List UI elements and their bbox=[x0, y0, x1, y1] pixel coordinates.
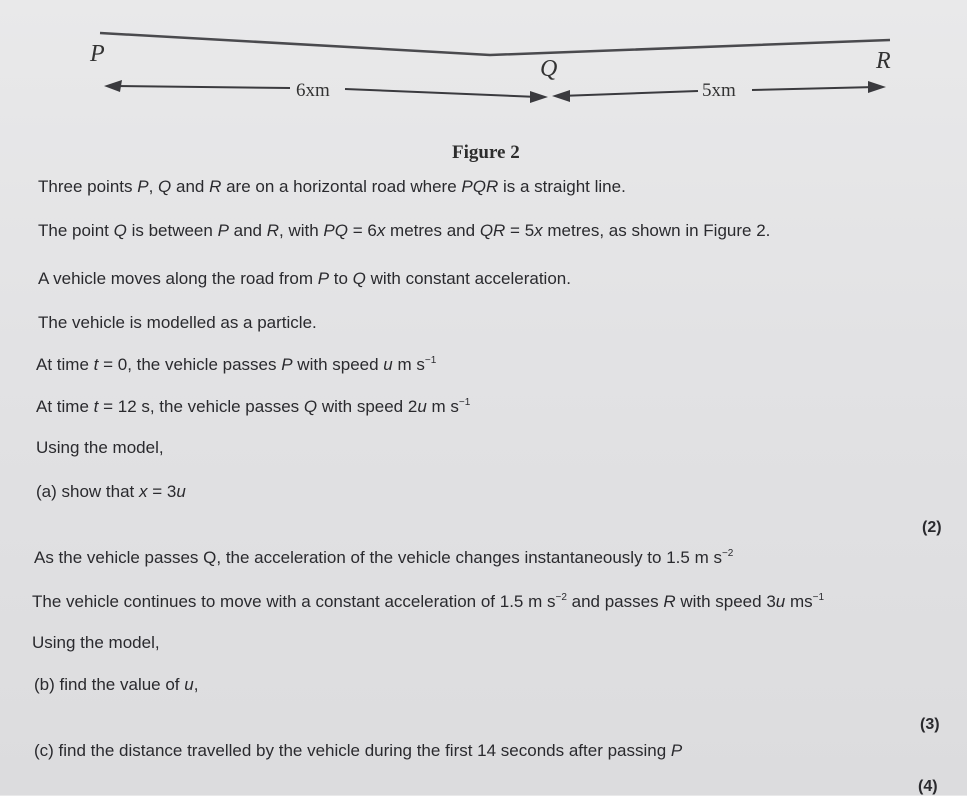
pq-arrow-line-right bbox=[345, 89, 538, 97]
qr-arrow-line-right bbox=[752, 87, 876, 90]
part-a-marks: (2) bbox=[922, 519, 942, 536]
part-c: (c) find the distance travelled by the vehicle during the first 14 seconds after passing P bbox=[34, 741, 683, 760]
intro-line-6: At time t = 12 s, the vehicle passes Q with speed 2u m $s^{-1}$ bbox=[36, 397, 471, 416]
pq-arrowhead-left bbox=[104, 80, 122, 92]
intro-line-2: The point Q is between P and R, with PQ = 6x metres and QR = 5x metres, as shown in Figure 2. bbox=[38, 221, 771, 240]
middle-line-1: As the vehicle passes Q, the acceleration of the vehicle changes instantaneously to 1.5 m $s^{-2}$ bbox=[34, 548, 734, 567]
intro-line-3: A vehicle moves along the road from P to Q with constant acceleration. bbox=[38, 269, 571, 288]
pq-arrowhead-right bbox=[530, 91, 548, 103]
intro-line-7: Using the model, bbox=[36, 438, 164, 457]
qr-arrow-line-left bbox=[560, 91, 698, 96]
figure-2-diagram bbox=[0, 0, 967, 140]
intro-line-4: The vehicle is modelled as a particle. bbox=[38, 313, 317, 332]
pq-distance-label: 6xm bbox=[296, 80, 330, 101]
part-b-marks: (3) bbox=[920, 716, 940, 733]
point-r-label: R bbox=[876, 48, 891, 74]
qr-distance-label: 5xm bbox=[702, 80, 736, 101]
point-p-label: P bbox=[90, 41, 105, 67]
pq-arrow-line-left bbox=[112, 86, 290, 88]
intro-line-5: At time t = 0, the vehicle passes P with speed u m $s^{-1}$ bbox=[36, 355, 437, 374]
part-c-marks: (4) bbox=[918, 778, 938, 795]
middle-line-3: Using the model, bbox=[32, 633, 160, 652]
middle-line-2: The vehicle continues to move with a constant acceleration of 1.5 m $s^{-2}$ and passes R with speed 3u $ms^{-1}$ bbox=[32, 592, 825, 611]
figure-caption: Figure 2 bbox=[452, 142, 520, 163]
intro-line-1: Three points P, Q and R are on a horizontal road where PQR is a straight line. bbox=[38, 177, 626, 196]
point-q-label: Q bbox=[540, 56, 558, 82]
qr-arrowhead-left bbox=[552, 90, 570, 102]
road-line bbox=[100, 33, 890, 55]
qr-arrowhead-right bbox=[868, 81, 886, 93]
part-b: (b) find the value of u, bbox=[34, 675, 199, 694]
part-a: (a) show that x = 3u bbox=[36, 482, 186, 501]
